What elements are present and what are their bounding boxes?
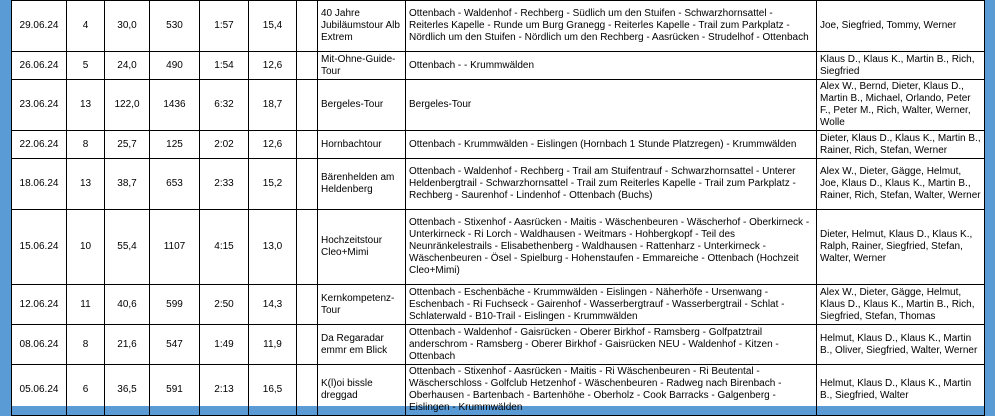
participants-cell[interactable]: 8 <box>67 325 105 365</box>
route-cell[interactable]: Ottenbach - - Krummwälden <box>406 52 817 80</box>
tour-name-cell[interactable]: 40 Jahre Jubiläumstour Alb Extrem <box>318 1 406 52</box>
route-cell[interactable]: Ottenbach - Krummwälden - Eislingen (Hornbach 1 Stunde Platzregen) - Krummwälden <box>406 131 817 159</box>
table-row <box>12 365 985 416</box>
speed-cell[interactable]: 12,6 <box>249 131 297 159</box>
speed-cell[interactable]: 16,5 <box>249 365 297 416</box>
participants-names-cell[interactable]: Klaus D., Klaus K., Martin B., Rich, Siegfried <box>817 52 985 80</box>
tour-log-table <box>11 0 985 416</box>
route-cell[interactable]: Ottenbach - Stixenhof - Aasrücken - Maitis - Wäschenbeuren - Wäscherhof - Oberkirneck - Unterkirneck - Ri Lorch - Waldhausen - Weitmars - Hohbergkopf - Teil des Neunränkelestrails - Elisabethenberg - Waldhausen - Rattenharz - Unterkirneck - Wäschenbeuren - Ösel - Spielburg - Hohenstaufen - Emmareiche - Ottenbach (Hochzeit Cleo+Mimi) <box>406 210 817 285</box>
elevation-cell[interactable]: 547 <box>150 325 200 365</box>
table-row <box>12 1 985 52</box>
spreadsheet-area <box>11 0 984 413</box>
empty-cell[interactable] <box>297 1 318 52</box>
elevation-cell[interactable]: 125 <box>150 131 200 159</box>
date-cell[interactable]: 05.06.24 <box>12 365 67 416</box>
empty-cell[interactable] <box>297 285 318 325</box>
participants-cell[interactable]: 13 <box>67 80 105 131</box>
empty-cell[interactable] <box>297 365 318 416</box>
route-cell[interactable]: Ottenbach - Eschenbäche - Krummwälden - Eislingen - Näherhöfe - Ursenwang - Eschenbach - Ri Fuchseck - Gairenhof - Wasserbergtrauf - Wasserbergtrail - Schlat - Schlaterwald - B10-Trail - Eislingen - Krummwälden <box>406 285 817 325</box>
duration-cell[interactable]: 2:50 <box>200 285 249 325</box>
participants-names-cell[interactable]: Joe, Siegfried, Tommy, Werner <box>817 1 985 52</box>
speed-cell[interactable]: 15,4 <box>249 1 297 52</box>
speed-cell[interactable]: 11,9 <box>249 325 297 365</box>
distance-cell[interactable]: 40,6 <box>105 285 150 325</box>
distance-cell[interactable]: 55,4 <box>105 210 150 285</box>
empty-cell[interactable] <box>297 52 318 80</box>
duration-cell[interactable]: 1:54 <box>200 52 249 80</box>
route-cell[interactable]: Ottenbach - Stixenhof - Aasrücken - Maitis - Ri Wäschenbeuren - Ri Beutental - Wäscherschloss - Golfclub Hetzenhof - Wäschenbeuren - Radweg nach Birenbach - Oberhausen - Bartenbach - Bartenhöhe - Oberholz - Cook Barracks - Galgenberg - Eislingen - Krummwälden <box>406 365 817 416</box>
table-row <box>12 325 985 365</box>
duration-cell[interactable]: 1:57 <box>200 1 249 52</box>
date-cell[interactable]: 26.06.24 <box>12 52 67 80</box>
tour-name-cell[interactable]: Da Regaradar emmr em Blick <box>318 325 406 365</box>
duration-cell[interactable]: 2:02 <box>200 131 249 159</box>
date-cell[interactable]: 12.06.24 <box>12 285 67 325</box>
speed-cell[interactable]: 13,0 <box>249 210 297 285</box>
distance-cell[interactable]: 36,5 <box>105 365 150 416</box>
empty-cell[interactable] <box>297 210 318 285</box>
participants-cell[interactable]: 8 <box>67 131 105 159</box>
date-cell[interactable]: 08.06.24 <box>12 325 67 365</box>
duration-cell[interactable]: 1:49 <box>200 325 249 365</box>
tour-name-cell[interactable]: Mit-Ohne-Guide-Tour <box>318 52 406 80</box>
elevation-cell[interactable]: 599 <box>150 285 200 325</box>
empty-cell[interactable] <box>297 131 318 159</box>
tour-name-cell[interactable]: Bergeles-Tour <box>318 80 406 131</box>
empty-cell[interactable] <box>297 159 318 210</box>
distance-cell[interactable]: 122,0 <box>105 80 150 131</box>
participants-names-cell[interactable]: Alex W., Dieter, Gägge, Helmut, Joe, Klaus D., Klaus K., Martin B., Rainer, Rich, Stefan, Walter, Werner <box>817 159 985 210</box>
elevation-cell[interactable]: 490 <box>150 52 200 80</box>
tour-name-cell[interactable]: Hornbachtour <box>318 131 406 159</box>
route-cell[interactable]: Ottenbach - Waldenhof - Rechberg - Südlich um den Stuifen - Schwarzhornsattel - Reiterles Kapelle - Runde um Burg Granegg - Reiterles Kapelle - Trail zum Parkplatz - Nördlich um den Stuifen - Nördlich um den Rechberg - Aasrücken - Strudelhof - Ottenbach <box>406 1 817 52</box>
elevation-cell[interactable]: 530 <box>150 1 200 52</box>
tour-name-cell[interactable]: K(l)oi bissle dreggad <box>318 365 406 416</box>
distance-cell[interactable]: 24,0 <box>105 52 150 80</box>
participants-names-cell[interactable]: Helmut, Klaus D., Klaus K., Martin B., Siegfried, Walter <box>817 365 985 416</box>
speed-cell[interactable]: 12,6 <box>249 52 297 80</box>
participants-cell[interactable]: 6 <box>67 365 105 416</box>
speed-cell[interactable]: 18,7 <box>249 80 297 131</box>
participants-names-cell[interactable]: Alex W., Bernd, Dieter, Klaus D., Martin B., Michael, Orlando, Peter F., Peter M., Rich, Walter, Werner, Wolle <box>817 80 985 131</box>
duration-cell[interactable]: 6:32 <box>200 80 249 131</box>
date-cell[interactable]: 29.06.24 <box>12 1 67 52</box>
route-cell[interactable]: Ottenbach - Waldenhof - Rechberg - Trail am Stuifentrauf - Schwarzhornsattel - Unterer Heldenbergtrail - Schwarzhornsattel - Trail zum Reiterles Kapelle - Trail zum Parkplatz - Rechberg - Saurenhof - Lindenhof - Ottenbach (Buchs) <box>406 159 817 210</box>
elevation-cell[interactable]: 1107 <box>150 210 200 285</box>
table-row <box>12 159 985 210</box>
participants-cell[interactable]: 11 <box>67 285 105 325</box>
date-cell[interactable]: 22.06.24 <box>12 131 67 159</box>
table-row <box>12 285 985 325</box>
route-cell[interactable]: Bergeles-Tour <box>406 80 817 131</box>
elevation-cell[interactable]: 1436 <box>150 80 200 131</box>
table-row <box>12 131 985 159</box>
table-row <box>12 52 985 80</box>
date-cell[interactable]: 15.06.24 <box>12 210 67 285</box>
distance-cell[interactable]: 25,7 <box>105 131 150 159</box>
empty-cell[interactable] <box>297 80 318 131</box>
table-row <box>12 210 985 285</box>
date-cell[interactable]: 18.06.24 <box>12 159 67 210</box>
elevation-cell[interactable]: 591 <box>150 365 200 416</box>
distance-cell[interactable]: 21,6 <box>105 325 150 365</box>
participants-names-cell[interactable]: Dieter, Klaus D., Klaus K., Martin B., Rainer, Rich, Stefan, Werner <box>817 131 985 159</box>
date-cell[interactable]: 23.06.24 <box>12 80 67 131</box>
tour-name-cell[interactable]: Bärenhelden am Heldenberg <box>318 159 406 210</box>
duration-cell[interactable]: 4:15 <box>200 210 249 285</box>
tour-name-cell[interactable]: Hochzeitstour Cleo+Mimi <box>318 210 406 285</box>
participants-names-cell[interactable]: Alex W., Dieter, Gägge, Helmut, Klaus D., Klaus K., Martin B., Rich, Siegfried, Stefan, Thomas <box>817 285 985 325</box>
route-cell[interactable]: Ottenbach - Waldenhof - Gaisrücken - Oberer Birkhof - Ramsberg - Golfpatztrail anderschrom - Ramsberg - Oberer Birkhof - Gaisrücken NEU - Waldenhof - Kitzen - Ottenbach <box>406 325 817 365</box>
distance-cell[interactable]: 38,7 <box>105 159 150 210</box>
empty-cell[interactable] <box>297 325 318 365</box>
participants-cell[interactable]: 4 <box>67 1 105 52</box>
elevation-cell[interactable]: 653 <box>150 159 200 210</box>
duration-cell[interactable]: 2:33 <box>200 159 249 210</box>
duration-cell[interactable]: 2:13 <box>200 365 249 416</box>
participants-cell[interactable]: 5 <box>67 52 105 80</box>
participants-names-cell[interactable]: Dieter, Helmut, Klaus D., Klaus K., Ralph, Rainer, Siegfried, Stefan, Walter, Werner <box>817 210 985 285</box>
participants-cell[interactable]: 13 <box>67 159 105 210</box>
participants-names-cell[interactable]: Helmut, Klaus D., Klaus K., Martin B., Oliver, Siegfried, Walter, Werner <box>817 325 985 365</box>
tour-name-cell[interactable]: Kernkompetenz-Tour <box>318 285 406 325</box>
speed-cell[interactable]: 15,2 <box>249 159 297 210</box>
speed-cell[interactable]: 14,3 <box>249 285 297 325</box>
table-row <box>12 80 985 131</box>
participants-cell[interactable]: 10 <box>67 210 105 285</box>
distance-cell[interactable]: 30,0 <box>105 1 150 52</box>
